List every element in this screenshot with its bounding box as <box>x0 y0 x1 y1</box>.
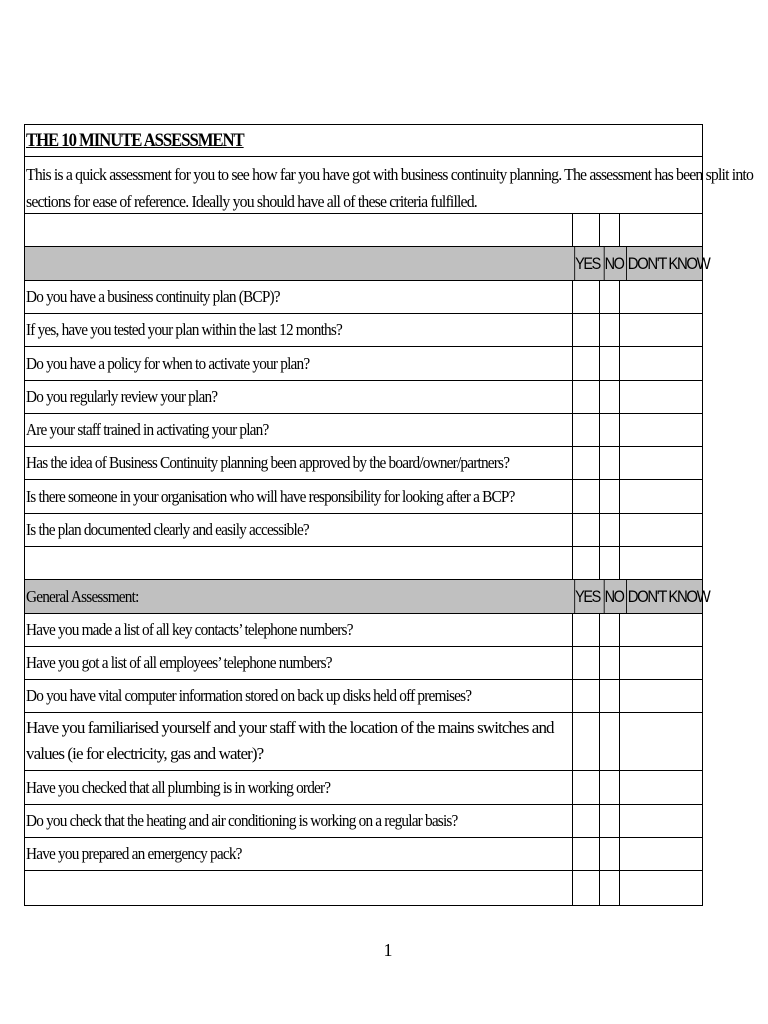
question-text: Do you have vital computer information stored on back up disks held off premises? <box>26 686 472 705</box>
question-row <box>25 447 702 480</box>
dont-know-cell[interactable] <box>619 614 702 646</box>
no-cell[interactable] <box>599 281 619 313</box>
question-row <box>25 314 702 347</box>
dont-know-cell[interactable] <box>619 771 702 804</box>
yes-cell[interactable] <box>572 871 599 905</box>
no-cell[interactable] <box>599 680 619 712</box>
section-header-row <box>25 580 709 614</box>
yes-cell[interactable] <box>572 614 599 646</box>
dont-know-cell[interactable] <box>619 214 702 246</box>
no-cell[interactable] <box>599 314 619 346</box>
no-cell[interactable] <box>599 838 619 870</box>
question-row <box>25 281 702 314</box>
dont-know-cell[interactable] <box>619 480 702 513</box>
question-row <box>25 713 702 771</box>
dont-know-column-header: DON'T KNOW <box>626 580 709 613</box>
section-label <box>25 247 572 280</box>
document-title: THE 10 MINUTE ASSESSMENT <box>26 129 244 151</box>
yes-cell[interactable] <box>572 838 599 870</box>
dont-know-cell[interactable] <box>619 514 702 546</box>
yes-cell[interactable] <box>572 214 599 246</box>
yes-cell[interactable] <box>572 514 599 546</box>
yes-cell[interactable] <box>572 480 599 513</box>
blank-row <box>25 214 702 247</box>
title-row <box>25 125 702 157</box>
no-column-header: NO <box>604 580 624 613</box>
question-text: Has the idea of Business Continuity planning been approved by the board/owner/partners? <box>26 453 510 472</box>
dont-know-cell[interactable] <box>619 447 702 479</box>
question-text: Is there someone in your organisation who will have responsibility for looking after a BCP? <box>26 486 515 506</box>
question-text: Have you got a list of all employees’ telephone numbers? <box>26 653 332 672</box>
no-cell[interactable] <box>599 514 619 546</box>
question-row <box>25 514 702 547</box>
yes-column-header: YES <box>574 247 600 280</box>
question-row <box>25 381 702 414</box>
dont-know-cell[interactable] <box>619 381 702 413</box>
question-text: Have you prepared an emergency pack? <box>26 844 242 863</box>
no-cell[interactable] <box>599 647 619 679</box>
blank-row <box>25 871 702 905</box>
question-text: Have you checked that all plumbing is in working order? <box>26 777 331 797</box>
yes-cell[interactable] <box>572 680 599 712</box>
question-row <box>25 614 702 647</box>
no-cell[interactable] <box>599 713 619 770</box>
yes-cell[interactable] <box>572 381 599 413</box>
dont-know-column-header: DON'T KNOW <box>626 247 709 280</box>
yes-cell[interactable] <box>572 805 599 837</box>
dont-know-cell[interactable] <box>619 713 702 770</box>
blank-row <box>25 547 702 580</box>
yes-cell[interactable] <box>572 314 599 346</box>
yes-cell[interactable] <box>572 547 599 579</box>
question-text: If yes, have you tested your plan within the last 12 months? <box>26 320 342 339</box>
question-text: Do you have a business continuity plan (BCP)? <box>26 287 280 306</box>
yes-cell[interactable] <box>572 447 599 479</box>
yes-column-header: YES <box>574 580 600 613</box>
dont-know-cell[interactable] <box>619 805 702 837</box>
yes-cell[interactable] <box>572 347 599 380</box>
yes-cell[interactable] <box>572 771 599 804</box>
question-row <box>25 347 702 381</box>
question-text: Have you made a list of all key contacts’ telephone numbers? <box>26 620 353 639</box>
dont-know-cell[interactable] <box>619 281 702 313</box>
no-cell[interactable] <box>599 547 619 579</box>
yes-cell[interactable] <box>572 647 599 679</box>
no-cell[interactable] <box>599 480 619 513</box>
dont-know-cell[interactable] <box>619 871 702 905</box>
yes-cell[interactable] <box>572 414 599 446</box>
no-cell[interactable] <box>599 447 619 479</box>
no-cell[interactable] <box>599 771 619 804</box>
intro-line-2: sections for ease of reference. Ideally you should have all of these criteria fulfilled. <box>26 192 477 211</box>
section-label: General Assessment: <box>26 586 139 606</box>
dont-know-cell[interactable] <box>619 414 702 446</box>
no-column-header: NO <box>604 247 624 280</box>
no-cell[interactable] <box>599 871 619 905</box>
intro-text <box>25 157 754 214</box>
no-cell[interactable] <box>599 214 619 246</box>
page-number: 1 <box>383 940 393 960</box>
question-row <box>25 414 702 447</box>
dont-know-cell[interactable] <box>619 547 702 579</box>
question-text: Do you regularly review your plan? <box>26 387 218 406</box>
no-cell[interactable] <box>599 614 619 646</box>
no-cell[interactable] <box>599 414 619 446</box>
no-cell[interactable] <box>599 381 619 413</box>
dont-know-cell[interactable] <box>619 314 702 346</box>
dont-know-cell[interactable] <box>619 680 702 712</box>
question-text: Do you check that the heating and air conditioning is working on a regular basis? <box>26 811 458 830</box>
no-cell[interactable] <box>599 347 619 380</box>
intro-line-1: This is a quick assessment for you to see how far you have got with business continuity planning. The assessment has been split into <box>26 165 754 184</box>
yes-cell[interactable] <box>572 281 599 313</box>
no-cell[interactable] <box>599 805 619 837</box>
question-text: Have you familiarised yourself and your staff with the location of the mains switches and values (ie for electricity, gas and water)? <box>26 718 554 763</box>
question-row <box>25 771 702 805</box>
question-row <box>25 480 702 514</box>
dont-know-cell[interactable] <box>619 647 702 679</box>
section-header-row <box>25 247 709 281</box>
question-row <box>25 680 702 713</box>
dont-know-cell[interactable] <box>619 347 702 380</box>
question-text: Do you have a policy for when to activate your plan? <box>26 353 310 373</box>
question-text: Is the plan documented clearly and easily accessible? <box>26 520 309 539</box>
question-row <box>25 647 702 680</box>
assessment-table <box>24 124 754 906</box>
question-row <box>25 805 702 838</box>
yes-cell[interactable] <box>572 713 599 770</box>
dont-know-cell[interactable] <box>619 838 702 870</box>
question-row <box>25 838 702 871</box>
question-text: Are your staff trained in activating your plan? <box>26 420 269 439</box>
